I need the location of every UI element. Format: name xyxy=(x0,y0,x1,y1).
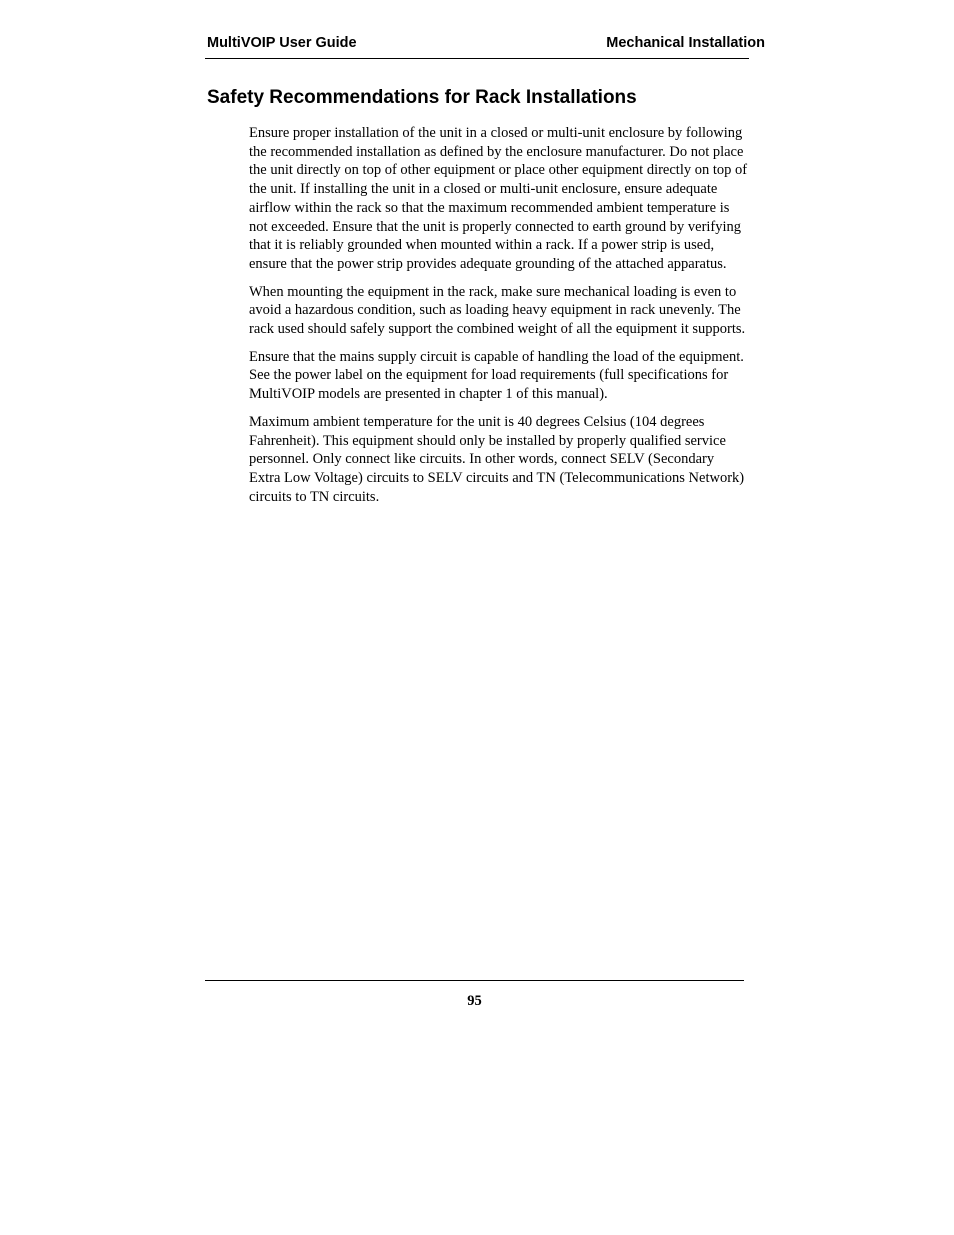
chapter-title: Mechanical Installation xyxy=(606,35,765,51)
paragraph-ambient-temperature: Maximum ambient temperature for the unit is 40 degrees Celsius (104 degrees Fahrenheit). This equipment should only be installed by properly qualified service personnel. Only connect like circuits. In other words, connect SELV (Secondary Extra Low Voltage) circuits to SELV circuits and TN (Telecommunications Network) circuits to TN circuits. xyxy=(249,413,745,505)
page-number: 95 xyxy=(467,993,482,1009)
header-divider xyxy=(205,58,749,59)
paragraph-mains-supply: Ensure that the mains supply circuit is capable of handling the load of the equipment. See the power label on the equipment for load requirements (full specifications for MultiVOIP models are presented in chapter 1 of this manual). xyxy=(249,348,744,403)
footer-divider xyxy=(205,980,744,981)
document-title: MultiVOIP User Guide xyxy=(207,35,357,51)
paragraph-mechanical-loading: When mounting the equipment in the rack, make sure mechanical loading is even to avoid a hazardous condition, such as loading heavy equipment in rack unevenly. The rack used should safely support the combined weight of all the equipment it supports. xyxy=(249,283,746,338)
section-body xyxy=(249,124,749,515)
paragraph-installation: Ensure proper installation of the unit in a closed or multi-unit enclosure by following the recommended installation as defined by the enclosure manufacturer. Do not place the unit directly on top of other equipment or place other equipment directly on top of the unit. If installing the unit in a closed or multi-unit enclosure, ensure adequate airflow within the rack so that the maximum recommended ambient temperature is not exceeded. Ensure that the unit is properly connected to earth ground by verifying that it is reliably grounded when mounted within a rack. If a power strip is used, ensure that the power strip provides adequate grounding of the attached apparatus. xyxy=(249,125,748,272)
page-header xyxy=(207,33,765,53)
section-heading: Safety Recommendations for Rack Installations xyxy=(207,87,637,108)
